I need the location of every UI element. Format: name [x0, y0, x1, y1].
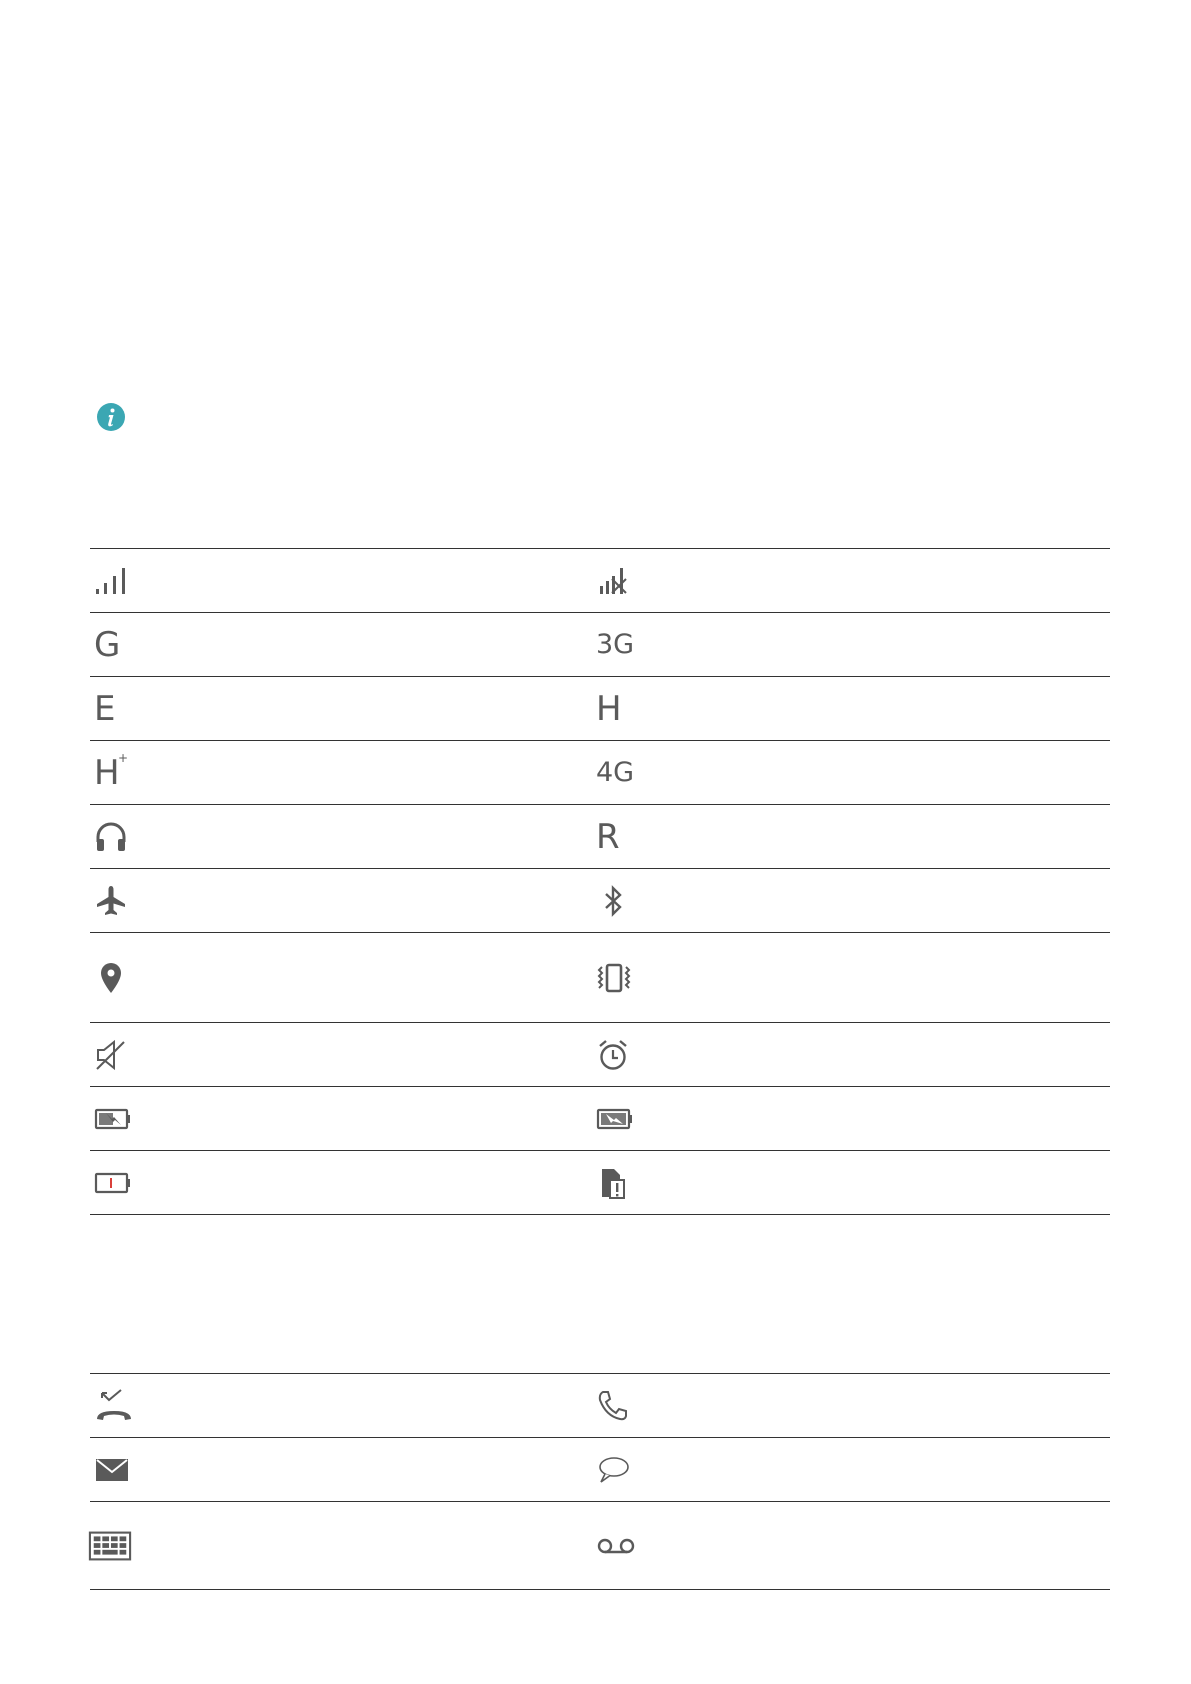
- battery-charging-icon: [94, 1101, 138, 1137]
- table-row: [90, 933, 1110, 1023]
- table-row: [90, 1502, 1110, 1590]
- battery-full-icon: [596, 1101, 640, 1137]
- table-row: [90, 741, 1110, 805]
- table-row: [90, 1374, 1110, 1438]
- signal-strength-icon: [94, 563, 138, 599]
- battery-low-icon: [94, 1165, 138, 1201]
- table-row: [90, 869, 1110, 933]
- hspa-icon: H: [596, 688, 622, 729]
- table-row: [90, 805, 1110, 869]
- table-row: [90, 1023, 1110, 1087]
- table-row: [90, 1087, 1110, 1151]
- table-row: [90, 613, 1110, 677]
- location-icon: [94, 960, 138, 996]
- airplane-mode-icon: [94, 883, 138, 919]
- no-signal-icon: [596, 563, 640, 599]
- info-icon: [97, 403, 125, 431]
- table-row: [90, 549, 1110, 613]
- 4g-icon: 4G: [596, 757, 635, 788]
- notification-icons-table: [90, 1373, 1110, 1590]
- status-icons-table: [90, 548, 1110, 1215]
- headset-icon: [94, 819, 138, 855]
- roaming-icon: R: [596, 816, 620, 857]
- table-row: [90, 1151, 1110, 1215]
- alarm-icon: [596, 1037, 640, 1073]
- table-row: [90, 1438, 1110, 1502]
- call-in-progress-icon: [596, 1388, 640, 1424]
- voicemail-icon: [596, 1528, 640, 1564]
- table-row: [90, 677, 1110, 741]
- hspa-plus-icon: H +: [94, 750, 129, 793]
- missed-call-icon: [94, 1388, 138, 1424]
- gprs-icon: G: [94, 624, 121, 665]
- vibrate-mode-icon: [596, 960, 640, 996]
- edge-icon: E: [94, 688, 116, 729]
- new-email-icon: [94, 1452, 138, 1488]
- silent-mode-icon: [94, 1037, 138, 1073]
- 3g-icon: 3G: [596, 629, 635, 660]
- keyboard-icon: [88, 1528, 132, 1564]
- bluetooth-icon: [596, 883, 640, 919]
- new-message-icon: [596, 1452, 640, 1488]
- no-sim-icon: [596, 1165, 640, 1201]
